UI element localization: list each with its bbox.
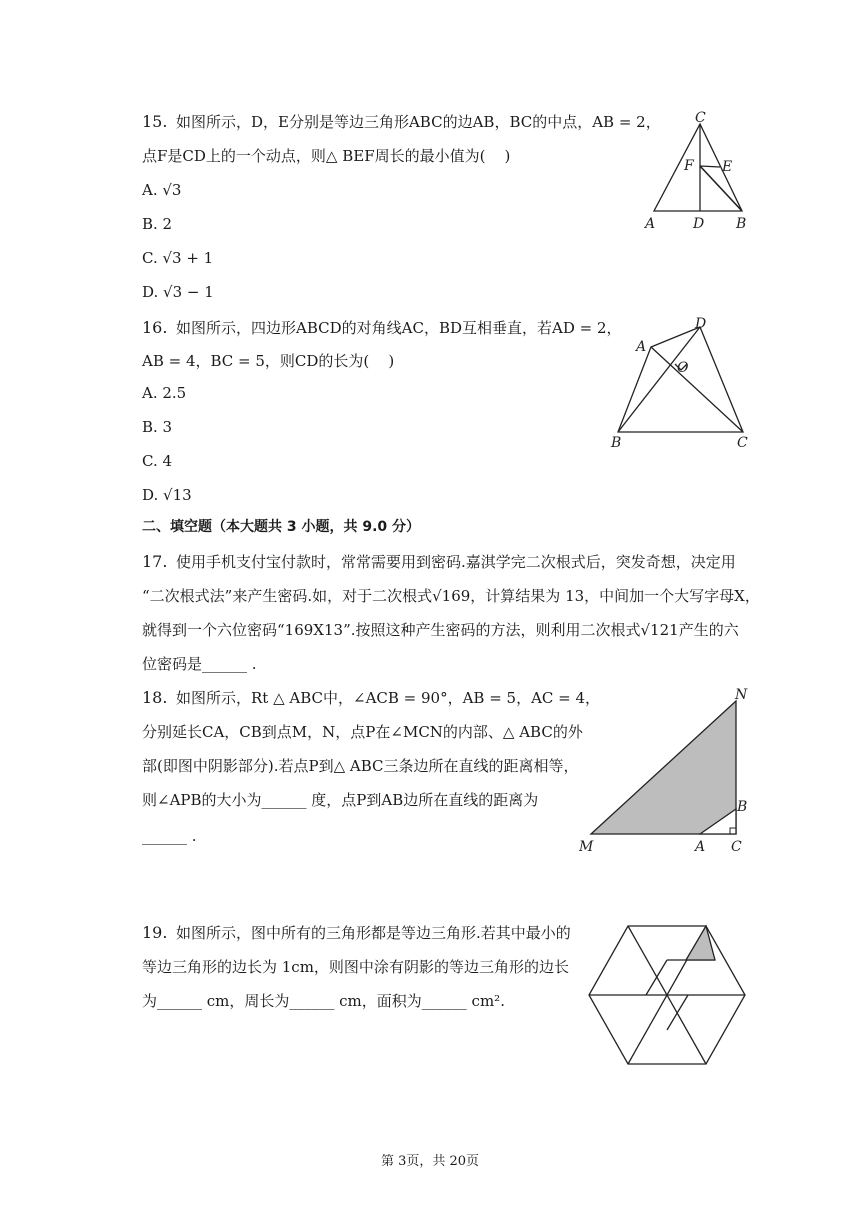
q16-number: 16. bbox=[142, 318, 168, 337]
q17-line4: 位密码是______ . bbox=[142, 655, 257, 673]
q17-text-1: 使用手机支付宝付款时，常常需要用到密码.嘉淇学完二次根式后，突发奇想，决定用 bbox=[176, 553, 736, 571]
q16-option-d: D. √13 bbox=[142, 486, 192, 504]
q16-line1 bbox=[142, 318, 622, 338]
q15-label-c: C bbox=[695, 110, 706, 126]
q18-line2: 分别延长CA，CB到点M，N，点P在∠MCN的内部、△ ABC的外 bbox=[142, 723, 583, 741]
q19-hexagon-figure bbox=[585, 920, 750, 1070]
q15-label-d: D bbox=[693, 216, 705, 232]
q15-line1 bbox=[142, 112, 661, 132]
q17-line3: 就得到一个六位密码“169X13”.按照这种产生密码的方法，则利用二次根式√121产生的六 bbox=[142, 621, 739, 639]
q19-number: 19. bbox=[142, 923, 168, 942]
q15-option-b: B. 2 bbox=[142, 215, 173, 233]
q16-quadrilateral-figure bbox=[605, 315, 755, 450]
q16-label-d: D bbox=[695, 316, 707, 332]
q15-line2: 点F是CD上的一个动点，则△ BEF周长的最小值为( ) bbox=[142, 147, 511, 165]
q16-label-b: B bbox=[611, 435, 622, 451]
q16-option-c: C. 4 bbox=[142, 452, 173, 470]
q19-line2: 等边三角形的边长为 1cm，则图中涂有阴影的等边三角形的边长 bbox=[142, 958, 569, 976]
q16-option-a: A. 2.5 bbox=[142, 384, 187, 402]
q15-label-b: B bbox=[736, 216, 747, 232]
q18-label-n: N bbox=[735, 687, 748, 703]
q17-line1 bbox=[142, 552, 736, 572]
q16-label-c: C bbox=[737, 435, 748, 451]
q19-line1 bbox=[142, 923, 571, 943]
q15-number: 15. bbox=[142, 112, 168, 131]
q16-text-1: 如图所示，四边形ABCD的对角线AC，BD互相垂直，若AD = 2， bbox=[176, 319, 622, 337]
q15-triangle-figure bbox=[640, 110, 760, 235]
q18-label-a: A bbox=[695, 839, 706, 855]
q18-line1 bbox=[142, 688, 600, 708]
q18-line3: 部(即图中阴影部分).若点P到△ ABC三条边所在直线的距离相等， bbox=[142, 757, 579, 775]
q15-option-a: A. √3 bbox=[142, 181, 182, 199]
q18-line5: ______ . bbox=[142, 827, 197, 845]
q16-option-b: B. 3 bbox=[142, 418, 173, 436]
q18-right-triangle-figure bbox=[575, 685, 755, 860]
q19-line3: 为______ cm，周长为______ cm，面积为______ cm². bbox=[142, 992, 505, 1010]
q18-text-1: 如图所示，Rt △ ABC中，∠ACB = 90°，AB = 5，AC = 4， bbox=[176, 689, 601, 707]
q16-label-o: O bbox=[677, 360, 689, 376]
q18-label-c: C bbox=[731, 839, 742, 855]
q17-line2: “二次根式法”来产生密码.如，对于二次根式√169，计算结果为 13，中间加一个大写字母X， bbox=[142, 587, 760, 605]
q15-label-e: E bbox=[722, 159, 733, 175]
q16-line2: AB = 4，BC = 5，则CD的长为( ) bbox=[142, 352, 395, 370]
q19-text-1: 如图所示，图中所有的三角形都是等边三角形.若其中最小的 bbox=[176, 924, 571, 942]
page-footer: 第 3页，共 20页 bbox=[380, 1154, 480, 1169]
q15-label-f: F bbox=[684, 158, 694, 174]
q15-label-a: A bbox=[645, 216, 656, 232]
q15-option-c: C. √3 + 1 bbox=[142, 249, 214, 267]
q18-label-m: M bbox=[579, 839, 594, 855]
q15-text-1: 如图所示，D，E分别是等边三角形ABC的边AB，BC的中点，AB = 2， bbox=[176, 113, 661, 131]
q16-label-a: A bbox=[636, 339, 647, 355]
section-heading: 二、填空题（本大题共 3 小题，共 9.0 分） bbox=[142, 519, 421, 535]
q17-number: 17. bbox=[142, 552, 168, 571]
q18-line4: 则∠APB的大小为______ 度，点P到AB边所在直线的距离为 bbox=[142, 791, 539, 809]
q18-number: 18. bbox=[142, 688, 168, 707]
q18-label-b: B bbox=[737, 799, 748, 815]
q15-option-d: D. √3 − 1 bbox=[142, 283, 214, 301]
